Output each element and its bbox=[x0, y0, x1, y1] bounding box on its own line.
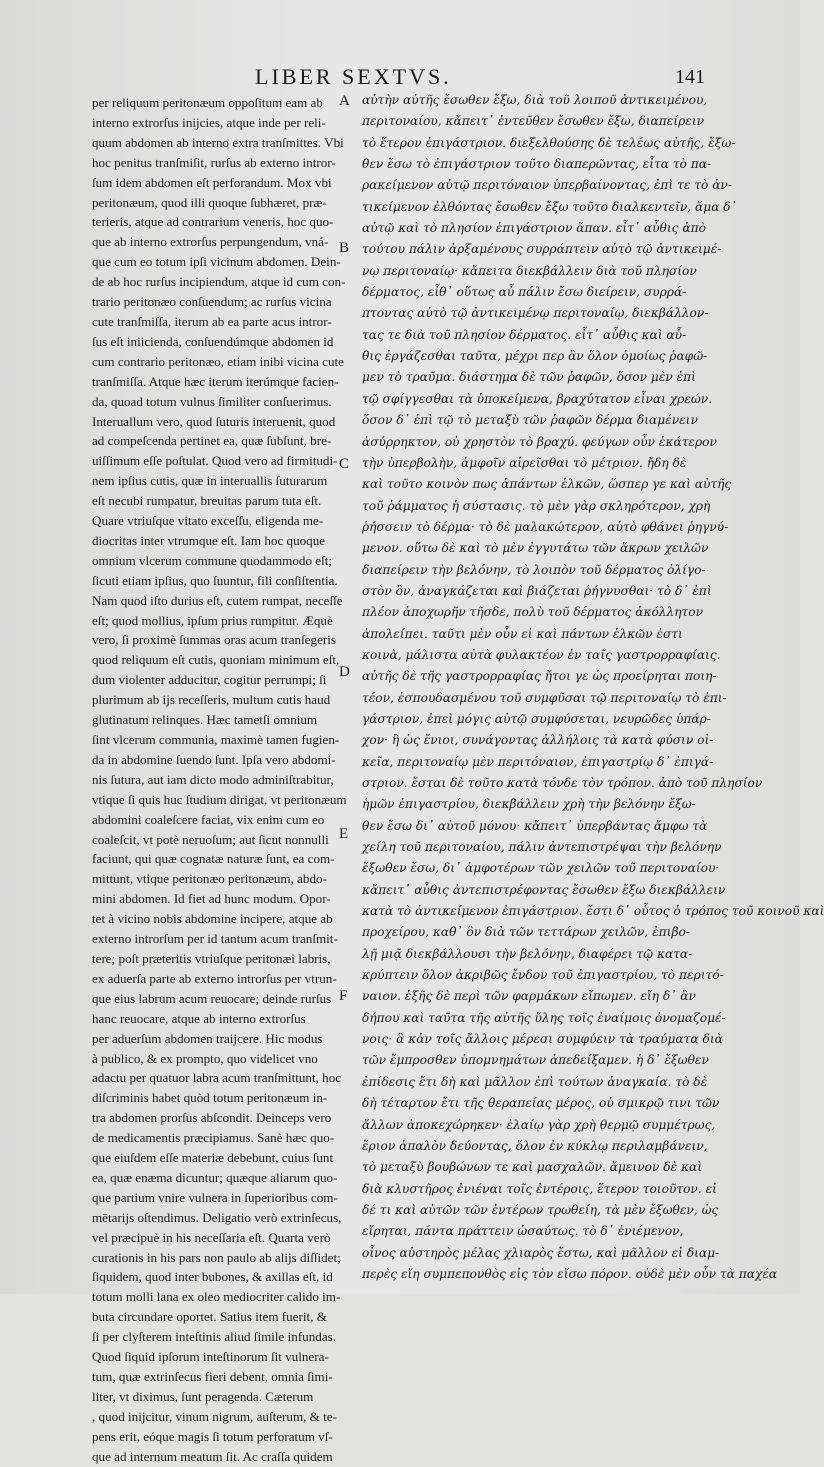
latin-text-line: per reliquum peritonæum oppoſitum eam ab bbox=[92, 95, 323, 110]
greek-text-line: κοινὰ, μάλιστα αὐτὰ φυλακτέον ἐν ταῖς γαστρορραφίαις. bbox=[362, 647, 721, 662]
latin-text-line: trario peritonæo conſuendum; ac rurſus vicina bbox=[92, 294, 332, 310]
latin-text-line: nis ſutura, aut iam dicto modo adminiſtrabitur, bbox=[92, 771, 334, 787]
greek-text-line: χον· ἢ ὡς ἔνιοι, συνάγοντας ἀλλήλοις τὰ κατὰ φύσιν οἰ- bbox=[362, 733, 714, 748]
latin-text-line: nem ipſius cutis, quæ in interuallis ſuturarum bbox=[92, 473, 328, 489]
greek-text-line: θις ἐργάζεσθαι ταῦτα, μέχρι περ ἂν ὅλον ὁμοίως ῥαφῶ- bbox=[362, 349, 708, 364]
latin-text-line: quod reliquum eſt cutis, quoniam minimum eſt, bbox=[92, 652, 340, 668]
latin-text-line: eſt; quod mollius, ipſum prius rumpitur. Æquè bbox=[92, 612, 333, 628]
running-head: LIBER SEXTVS. bbox=[255, 64, 452, 89]
latin-text-line: totum molli lana ex oleo mediocriter calido im- bbox=[92, 1289, 341, 1305]
latin-text-line: diocritas inter vtrumque eſt. Iam hoc quoque bbox=[92, 532, 326, 548]
greek-text-line: ἄλλων ἀποκεχώρηκεν· ἐλαίῳ γὰρ χρὴ θερμῷ συμμέτρως, bbox=[362, 1117, 716, 1132]
greek-text-line: τῷ σφίγγεσθαι τὰ ὑποκείμενα, βραχύτατον εἶναι χρεών. bbox=[362, 391, 713, 406]
latin-text-line: Quod ſiquid ipſorum inteſtinorum ſit vulnera- bbox=[92, 1349, 329, 1365]
latin-text-line: à publico, & ex prompto, quo videlicet vno bbox=[92, 1050, 318, 1066]
latin-text-line: dum violenter adducitur, cogitur perrumpi; ſi bbox=[92, 672, 327, 688]
greek-text-line: τὸ μεταξὺ βουβώνων τε καὶ μασχαλῶν. ἄμεινον δὲ καὶ bbox=[362, 1160, 702, 1175]
latin-text-line: ea, quæ enæma dicuntur; quæque aliarum quo- bbox=[92, 1169, 338, 1185]
greek-text-line: αὐτῆς δὲ τῆς γαστρορραφίας ἤτοι γε ὡς προείρηται ποιη- bbox=[362, 669, 717, 684]
latin-text-line: uiſſimum eſſe poſtulat. Quod vero ad firmitudi- bbox=[92, 453, 338, 469]
latin-text-line: eſt necubi rumpatur, breuitas parum tuta eſt. bbox=[92, 493, 322, 509]
latin-text-line: que ad internum meatum ſit. Ac craſſa quidem bbox=[92, 1448, 333, 1464]
greek-text-line: πλέον ἀποχωρῆν τῆσδε, πολὺ τοῦ δέρματος ἀκόλλητον bbox=[362, 605, 704, 620]
latin-text-line: cum contrario peritonæo, etiam inibi vicina cute bbox=[92, 353, 344, 369]
greek-text-line: γάστριον, ἐπεὶ μόγις αὐτῷ συμφύσεται, νευρῶδες ὑπάρ- bbox=[362, 711, 711, 726]
latin-text-line: adactu per quatuor labra acum tranſmittunt, hoc bbox=[92, 1070, 342, 1086]
greek-text-line: ἀπολείπει. ταῦτι μὲν οὖν εἰ καὶ πάντων ἑλκῶν ἐστι bbox=[362, 626, 683, 641]
latin-text-line: tere; poſt præteritis vtriuſque peritonæi labris, bbox=[92, 950, 331, 966]
latin-text-line: tet à vicino nobis abdomine incipere, atque ab bbox=[92, 911, 333, 927]
greek-text-line: τούτου πάλιν ἀρξαμένους συρράπτειν αὐτὸ τῷ ἀντικειμέ- bbox=[362, 242, 722, 257]
latin-text-line: peritonæum, quod illi quoque ſubhæret, præ- bbox=[92, 194, 327, 210]
latin-text-line: plurimum ab ijs receſſeris, multum cutis haud bbox=[92, 692, 331, 708]
latin-text-line: mētarijs oſtendimus. Deligatio verò extrinſecus, bbox=[92, 1209, 342, 1225]
latin-text-line: que ab interno extrorſus perpungendum, vná- bbox=[92, 234, 329, 250]
greek-text-line: ἔξωθεν ἔσω, δι᾽ ἀμφοτέρων τῶν χειλῶν τοῦ περιτοναίου· bbox=[362, 861, 720, 876]
greek-text-line: δέ τι καὶ αὐτῶν τῶν ἐντέρων τρωθείη, τὰ μὲν ἔξωθεν, ὡς bbox=[362, 1202, 719, 1217]
margin-letter-f: F bbox=[339, 988, 348, 1004]
latin-text-line: hoc penitus tranſmiſit, rurſus ab externo intror- bbox=[92, 154, 336, 170]
latin-text-line: glutinatum relinques. Hæc tametſi omnium bbox=[92, 712, 318, 728]
greek-text-line: κρύπτειν ὅλον ἀκριβῶς ἔνδον τοῦ ἐπιγαστρίου, τὸ περιτό- bbox=[362, 968, 724, 983]
margin-letter-a: A bbox=[339, 93, 350, 109]
greek-text-line: τικείμενον ἐλθόντας ἔσωθεν ἔξω τοῦτο διαλκεντεῖν, ἅμα δ᾽ bbox=[362, 199, 737, 214]
latin-text-line: abdomini coaleſcere faciat, vix enim cum eo bbox=[92, 811, 325, 827]
latin-text-line: mini abdomen. Id fiet ad hunc modum. Opor- bbox=[92, 891, 331, 907]
greek-text-line: ρακείμενον αὐτῷ περιτόναιον ὑπερβαίνοντας, ἐπὶ τε τὸ ἀν- bbox=[362, 178, 732, 193]
greek-text-line: ναιον. ἑξῆς δὲ περὶ τῶν φαρμάκων εἴπωμεν. εἴη δ᾽ ἂν bbox=[362, 989, 696, 1004]
greek-text-line: μενον. οὕτω δὲ καὶ τὸ μὲν ἐγγυτάτω τῶν ἄκρων χειλῶν bbox=[362, 541, 709, 556]
latin-text-line: terieris, atque ad contrarium veneris, hoc quo- bbox=[92, 214, 334, 230]
latin-text-line: mittunt, vtique peritonæo peritonæum, abdo- bbox=[92, 871, 327, 887]
greek-text-line: λῇ μιᾷ διεκβάλλουσι τὴν βελόνην, διαφέρει τῷ κατα- bbox=[362, 946, 693, 961]
greek-text-line: ἔριον ἁπαλὸν δεύοντας, ὅλον ἐν κύκλῳ περιλαμβάνειν, bbox=[362, 1138, 708, 1153]
margin-letter-c: C bbox=[339, 456, 350, 472]
latin-text-line: tranſmiſſa. Atque hæc iterum iterúmque facien- bbox=[92, 373, 339, 389]
greek-text-line: τὴν ὑπερβολὴν, ἀμφοῖν αἱρεῖσθαι τὸ μέτριον. ἤδη δὲ bbox=[362, 455, 687, 470]
latin-text-line: que eius labrum acum reuocare; deinde rurſus bbox=[92, 990, 332, 1006]
latin-text-line: tum, quæ extrinſecus fieri debent, omnia ſimi- bbox=[92, 1369, 333, 1384]
latin-text-line: buta circundare oportet. Satius item fuerit, & bbox=[92, 1309, 327, 1325]
latin-text-line: vel præcipuè in his neceſſaria eſt. Quarta verò bbox=[92, 1229, 331, 1245]
latin-text-line: Nam quod iſto durius eſt, cutem rumpat, neceſſe bbox=[92, 592, 343, 608]
greek-text-line: στὸν ὂν, ἀναγκάζεται καὶ βιάζεται ῥήγνυσθαι· τὸ δ᾽ ἐπὶ bbox=[362, 583, 712, 598]
greek-text-line: οἶνος αὐστηρὸς μέλας χλιαρὸς ἔστω, καὶ μᾶλλον εἰ διαμ- bbox=[362, 1245, 720, 1260]
greek-text-line: δὴ τέταρτον ἔτι τῆς θεραπείας μέρος, οὐ σμικρῷ τινι τῶν bbox=[362, 1096, 720, 1111]
latin-text-line: hanc reuocare, atque ab interno extrorſus bbox=[92, 1010, 306, 1026]
greek-text-line: δέρματος, εἶθ᾽ οὕτως αὖ πάλιν ἔσω διείρειν, συρρά- bbox=[362, 285, 687, 300]
margin-letter-d: D bbox=[339, 664, 350, 680]
greek-text-line: εἴρηται, πάντα πράττειν ὡσαύτως. τὸ δ᾽ ἐνιέμενον, bbox=[362, 1224, 684, 1239]
greek-text-column bbox=[362, 90, 824, 1285]
latin-text-line: cute tranſmiſſa, iterum ab ea parte acus intror- bbox=[92, 313, 332, 329]
greek-text-line: διὰ κλυστῆρος ἐνιέναι τοῖς ἐντέροις, ἕτερον τοιοῦτον. εἰ bbox=[362, 1181, 717, 1196]
latin-text-line: tra abdomen prorſus abſcondit. Deinceps vero bbox=[92, 1110, 332, 1126]
margin-letter-b: B bbox=[339, 240, 350, 256]
latin-text-line: ſus eſt iniicienda, conſuendúmque abdomen id bbox=[92, 333, 334, 349]
latin-text-line: de ab hoc rurſus incipiendum, atque id cum con- bbox=[92, 274, 346, 290]
latin-text-line: per aduerſum abdomen traijcere. Hic modus bbox=[92, 1030, 323, 1046]
latin-text-line: vtique ſi quis huc ſtudium dirigat, vt peritonæum bbox=[92, 791, 347, 807]
margin-letter-e: E bbox=[339, 826, 349, 842]
latin-text-line: que partium vnire vulnera in ſuperioribus com- bbox=[92, 1189, 338, 1205]
latin-text-line: ex aduerſa parte ab externo introrſus per vtrun- bbox=[92, 970, 337, 986]
latin-text-line: ſiquidem, quod inter bubones, & axillas eſt, id bbox=[92, 1269, 333, 1285]
greek-text-line: στριον. ἔσται δὲ τοῦτο κατὰ τόνδε τὸν τρόπον. ἀπὸ τοῦ πλησίον bbox=[362, 776, 763, 790]
latin-text-line: interno extrorſus inijcies, atque inde per reli- bbox=[92, 114, 326, 130]
greek-text-line: νῳ περιτοναίῳ· κἄπειτα διεκβάλλειν διὰ τοῦ πλησίον bbox=[362, 263, 697, 278]
latin-text-line: ſi per clyſterem inteſtinis aliud ſimile infundas. bbox=[92, 1329, 336, 1345]
greek-text-line: περιτοναίου, κἄπειτ᾽ ἐντεῦθεν ἔσωθεν ἔξω, διαπείρειν bbox=[362, 114, 705, 129]
greek-text-line: δήπου καὶ ταῦτα τῆς αὐτῆς ὕλης τοῖς ἐναίμοις ὀνομαζομέ- bbox=[362, 1010, 726, 1025]
latin-text-line: que cum eo totum ipſi vicinum abdomen. Dein- bbox=[92, 254, 341, 270]
greek-text-line: κεῖα, περιτοναίῳ μὲν περιτόναιον, ἐπιγαστρίῳ δ᾽ ἐπιγά- bbox=[362, 754, 714, 769]
greek-text-line: χείλη τοῦ περιτοναίου, πάλιν ἀντεπιστρέψαι τὴν βελόνην bbox=[362, 840, 722, 855]
greek-text-line: ῥήσσειν τὸ δέρμα· τὸ δὲ μαλακώτερον, αὐτὸ φθάνει ῥηγνύ- bbox=[362, 519, 729, 534]
greek-text-line: τοῦ ῥάμματος ἡ σύστασις. τὸ μὲν γὰρ σκληρότερον, χρὴ bbox=[362, 498, 711, 513]
latin-text-line: curationis in his pars non paulo ab alijs diſſidet; bbox=[92, 1249, 341, 1265]
greek-text-line: προχείρου, καθ᾽ ὃν διὰ τῶν τεττάρων χειλῶν, ἐπιβο- bbox=[362, 925, 690, 940]
latin-text-line: da, quoad totum vulnus ſimiliter conſuerimus. bbox=[92, 393, 332, 409]
latin-text-line: diſcriminis habet quòd totum peritonæum in- bbox=[92, 1090, 328, 1106]
greek-text-line: τὸ ἕτερον ἐπιγάστριον. διεξελθούσης δὲ τελέως αὐτῆς, ἔξω- bbox=[362, 135, 736, 150]
greek-text-line: ὅσον δ᾽ ἐπὶ τῷ τὸ μεταξὺ τῶν ῥαφῶν δέρμα διαμένειν bbox=[362, 413, 698, 428]
latin-text-line: , quod inijcitur, vinum nigrum, auſterum, & te- bbox=[92, 1408, 337, 1424]
latin-text-line: omnium vlcerum commune quodammodo eſt; bbox=[92, 552, 333, 568]
latin-text-line: Quare vtriuſque vitato exceſſu, eligenda me- bbox=[92, 513, 324, 529]
greek-text-line: καὶ τοῦτο κοινὸν πως ἁπάντων ἑλκῶν, ὥσπερ γε καὶ αὐτῆς bbox=[362, 477, 732, 492]
greek-text-line: πτοντας αὐτὸ τῷ ἀντικειμένῳ περιτοναίῳ, διεκβάλλον- bbox=[362, 306, 709, 321]
greek-text-line: μεν τὸ τραῦμα. διάστημα δὲ τῶν ῥαφῶν, ὅσον μὲν ἐπὶ bbox=[362, 370, 696, 385]
latin-text-line: da in abdomine ſuendo ſunt. Ipſa vero abdomi- bbox=[92, 751, 336, 767]
latin-text-line: ſum idem abdomen eſt perforandum. Mox vbi bbox=[92, 174, 332, 190]
latin-text-line: faciunt, qui quæ cognatæ naturæ ſunt, ea com- bbox=[92, 851, 335, 867]
greek-text-line: κἄπειτ᾽ αὖθις ἀντεπιστρέφοντας ἔσωθεν ἔξω διεκβάλλειν bbox=[362, 882, 726, 897]
latin-text-line: que eiuſdem eſſe materiæ debebunt, cuius ſunt bbox=[92, 1150, 334, 1166]
latin-text-line: ad compeſcenda pertinet ea, quæ ſubſunt, bre- bbox=[92, 433, 332, 449]
greek-text-line: περὲς εἴη συμπεπονθὸς εἰς τὸν εἴσω πόρον. οὐδὲ μὲν οὖν τὰ παχέα bbox=[362, 1266, 778, 1281]
greek-text-line: αὐτὴν αὐτῆς ἔσωθεν ἔξω, διὰ τοῦ λοιποῦ ἀντικειμένου, bbox=[362, 93, 708, 107]
greek-text-line: κατὰ τὸ ἀντικείμενον ἐπιγάστριον. ἔστι δ᾽ οὗτος ὁ τρόπος τοῦ κοινοῦ καὶ bbox=[362, 904, 824, 919]
folio-page-number: 141 bbox=[675, 66, 705, 88]
latin-text-line: liter, vt diximus, ſunt peragenda. Cæterum bbox=[92, 1388, 314, 1404]
latin-text-line: Interuallum vero, quod ſuturis interuenit, quod bbox=[92, 413, 336, 429]
latin-text-line: coaleſcit, vt potè neruoſum; aut ſicut nonnulli bbox=[92, 831, 329, 847]
latin-text-line: ſint vlcerum communia, maximè tamen fugien- bbox=[92, 732, 340, 747]
latin-text-line: de medicamentis præcipiamus. Sanè hæc quo- bbox=[92, 1130, 335, 1146]
latin-text-line: externo introrſum per id tantum acum tranſmit- bbox=[92, 931, 338, 947]
latin-text-line: ſicuti etiam ipſius, quo ſuuntur, fili conſiſtentia. bbox=[92, 572, 338, 588]
greek-text-line: θεν ἔσω δι᾽ αὐτοῦ μόνου· κἄπειτ᾽ ὑπερβάντας ἄμφω τὰ bbox=[362, 818, 708, 833]
latin-text-line: pens erit, eóque magis ſi totum perforatum vſ- bbox=[92, 1428, 333, 1444]
greek-text-line: ἀσύρρηκτον, οὐ χρηστὸν τὸ βραχύ. φεύγων οὖν ἑκάτερον bbox=[362, 434, 717, 449]
greek-text-line: διαπείρειν τὴν βελόνην, τὸ λοιπὸν τοῦ δέρματος ὀλίγο- bbox=[362, 562, 706, 577]
greek-text-line: τας τε διὰ τοῦ πλησίον δέρματος. εἶτ᾽ αὖθις καὶ αὖ- bbox=[362, 327, 687, 342]
latin-text-column bbox=[92, 93, 347, 1467]
greek-text-line: ἐπίδεσις ἔτι δὴ καὶ μᾶλλον ἐπὶ τούτων ἀναγκαία. τὸ δὲ bbox=[362, 1074, 708, 1089]
greek-text-line: θεν ἔσω τὸ ἐπιγάστριον τοῦτο διαπερῶντας, εἶτα τὸ πα- bbox=[362, 157, 712, 172]
latin-text-line: quum abdomen ab interno extra tranſmittes. Vbi bbox=[92, 134, 344, 150]
greek-text-line: ἡμῶν ἐπιγαστρίου, διεκβάλλειν χρὴ τὴν βελόνην ἔξω- bbox=[362, 797, 696, 812]
greek-text-line: τέον, ἐσπουδασμένου τοῦ συμφῦσαι τῷ περιτοναίῳ τὸ ἐπι- bbox=[362, 690, 727, 705]
greek-text-line: τῶν ἔμπροσθεν ὑπομνημάτων ἀπεδείξαμεν. ἡ δ᾽ ἔξωθεν bbox=[362, 1053, 709, 1068]
latin-text-line: vero, ſi proximè ſummas oras acum tranſegeris bbox=[92, 632, 336, 648]
greek-text-line: νοις· ἃ κἀν τοῖς ἄλλοις μέρεσι συμφύειν τὰ τραύματα διὰ bbox=[362, 1032, 723, 1047]
greek-text-line: αὐτῷ καὶ τὸ πλησίον ἐπιγάστριον ἅπαν. εἶτ᾽ αὖθις ἀπὸ bbox=[362, 221, 706, 236]
